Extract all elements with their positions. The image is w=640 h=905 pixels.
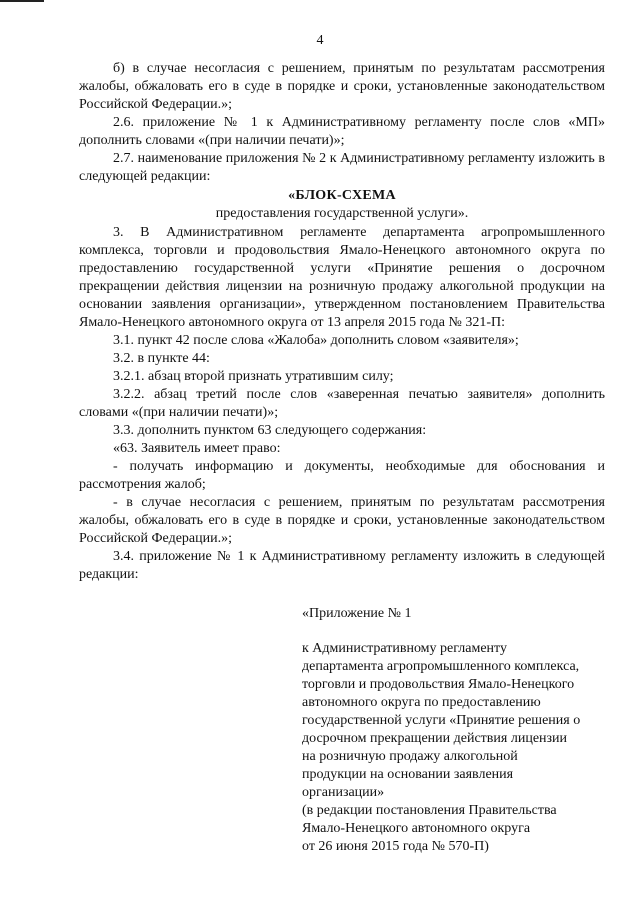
appendix-header (302, 605, 612, 856)
appendix-line: продукции на основании заявления (302, 767, 514, 782)
paragraph-b: б) в случае несогласия с решением, принятым по результатам рассмотрения жалобы, обжаловать его в суде в порядке и сроки, установленные законодательством Российской Федерации.»; (79, 61, 605, 112)
appendix-line: департамента агропромышленного комплекса, (302, 659, 580, 674)
block-scheme-heading: «БЛОК-СХЕМА (288, 188, 396, 203)
paragraph-2-6: 2.6. приложение № 1 к Административному регламенту после слов «МП» дополнить словами «(при наличии печати)»; (79, 115, 605, 148)
paragraph-3: 3. В Административном регламенте департамента агропромышленного комплекса, торговли и продовольствия Ямало-Ненецкого автономного округа по предоставлению государственной услуги «Принятие решения о досрочном прекращении действия лицензии на розничную продажу алкогольной продукции на основании заявления организации», утвержденном постановлением Правительства Ямало-Ненецкого автономного округа от 13 апреля 2015 года № 321-П: (79, 225, 605, 330)
appendix-line: автономного округа по предоставлению (302, 695, 541, 710)
appendix-line: государственной услуги «Принятие решения о (302, 713, 581, 728)
paragraph-3-2: 3.2. в пункте 44: (113, 351, 210, 366)
appendix-line: к Административному регламенту (302, 641, 507, 656)
appendix-title: «Приложение № 1 (302, 606, 412, 621)
paragraph-3-1: 3.1. пункт 42 после слова «Жалоба» дополнить словом «заявителя»; (113, 333, 519, 348)
paragraph-3-4: 3.4. приложение № 1 к Административному регламенту изложить в следующей редакции: (79, 549, 605, 582)
paragraph-3-3: 3.3. дополнить пунктом 63 следующего содержания: (113, 423, 427, 438)
paragraph-3-2-1: 3.2.1. абзац второй признать утратившим силу; (113, 369, 394, 384)
corner-mark (0, 0, 44, 2)
appendix-line: торговли и продовольствия Ямало-Ненецкого (302, 677, 575, 692)
appendix-line: организации» (302, 785, 385, 800)
paragraph-63: «63. Заявитель имеет право: (113, 441, 281, 456)
appendix-line: досрочном прекращении действия лицензии (302, 731, 568, 746)
paragraph-2-7: 2.7. наименование приложения № 2 к Административному регламенту изложить в следующей редакции: (79, 151, 605, 184)
appendix-line: Ямало-Ненецкого автономного округа (302, 821, 531, 836)
appendix-line: от 26 июня 2015 года № 570-П) (302, 839, 489, 854)
list-item-info: - получать информацию и документы, необходимые для обоснования и рассмотрения жалоб; (79, 459, 605, 492)
appendix-line: (в редакции постановления Правительства (302, 803, 557, 818)
page-number: 4 (316, 33, 324, 48)
appendix-line: на розничную продажу алкогольной (302, 749, 518, 764)
list-item-appeal: - в случае несогласия с решением, принятым по результатам рассмотрения жалобы, обжаловать его в суде в порядке и сроки, установленные законодательством Российской Федерации.»; (79, 495, 605, 546)
document-body (79, 60, 605, 584)
block-scheme-subheading: предоставления государственной услуги». (215, 206, 469, 221)
paragraph-3-2-2: 3.2.2. абзац третий после слов «заверенная печатью заявителя» дополнить словами «(при наличии печати)»; (79, 387, 605, 420)
